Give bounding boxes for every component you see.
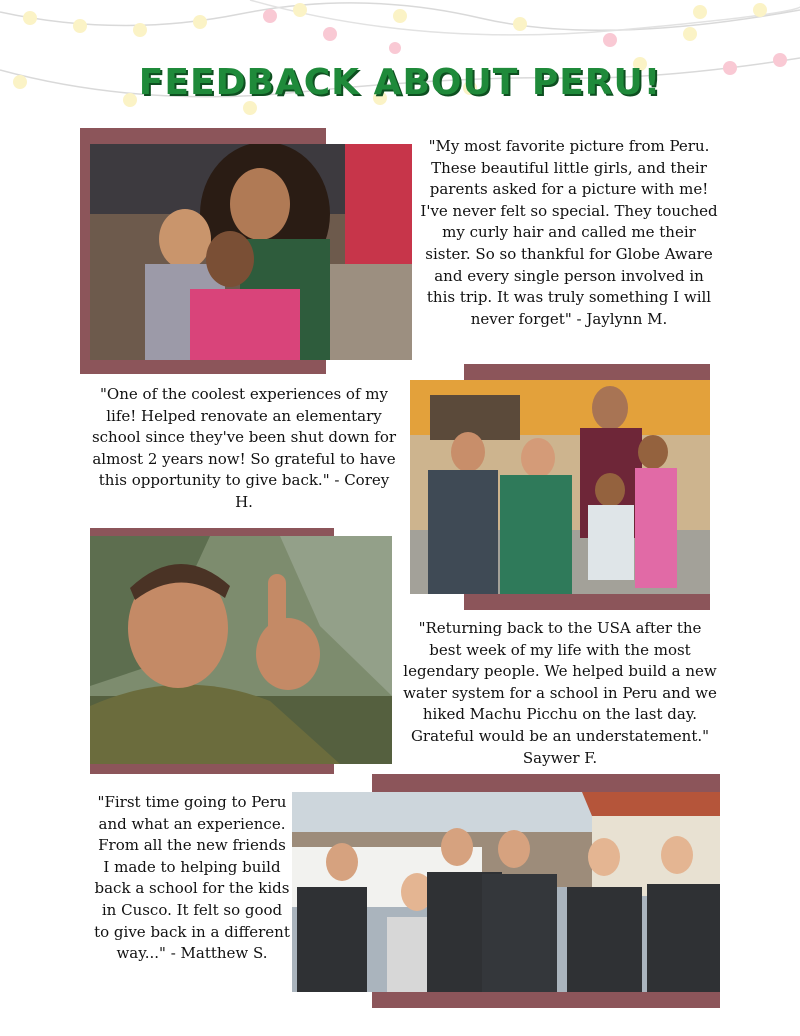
- photo-frame-accent: [464, 364, 710, 380]
- photo-girls-hug: [90, 144, 412, 360]
- photo-frame-accent: [90, 764, 334, 774]
- testimonial-quote: "One of the coolest experiences of my life! Helped renovate an elementary school since they've been shut down for almost 2 years now! So grateful to have this opportunity to give back." - Corey H.: [91, 385, 397, 511]
- testimonial-quote: "My most favorite picture from Peru. These beautiful little girls, and their parents asked for a picture with me! I've never felt so special. They touched my curly hair and called me their sister. So so thankful for Globe Aware and every single person involved in this trip. It was truly something I will never forget" - Jaylynn M.: [420, 137, 718, 328]
- photo-frame-accent: [464, 594, 710, 610]
- testimonial-quote: "First time going to Peru and what an experience. From all the new friends I made to helping build back a school for the kids in Cusco. It felt so good to give back in a different way..." - Matthew S.: [94, 793, 290, 963]
- photo-frame-accent: [80, 360, 326, 374]
- photo-frame-accent: [80, 128, 90, 374]
- photo-group-courtyard: [410, 380, 710, 594]
- page-title: FEEDBACK ABOUT PERU!: [138, 62, 662, 103]
- photo-frame-accent: [372, 774, 720, 792]
- photo-frame-accent: [372, 992, 720, 1008]
- testimonial-quote: "Returning back to the USA after the best week of my life with the most legendary people. We helped build a new water system for a school in Peru and we hiked Machu Picchu on the last day. Grateful would be an understatement." Saywer F.: [403, 619, 717, 767]
- photo-group-cusco: [292, 792, 720, 992]
- photo-selfie-mountains: [90, 536, 392, 764]
